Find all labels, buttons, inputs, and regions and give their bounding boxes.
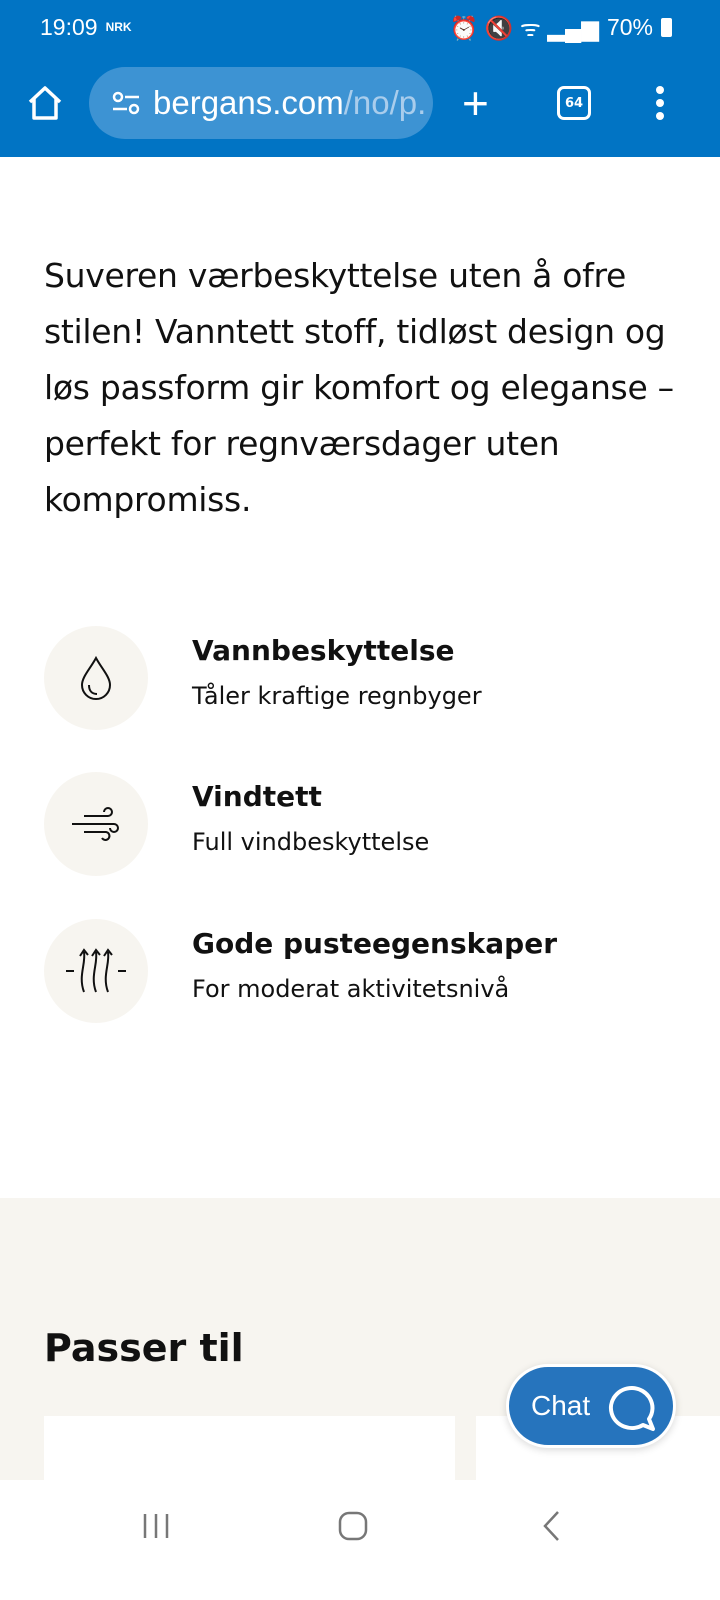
feature-item — [44, 626, 684, 730]
status-time: 19:09 — [40, 13, 98, 40]
chat-bubble-icon — [607, 1385, 657, 1433]
back-icon[interactable] — [538, 1508, 566, 1544]
product-card[interactable] — [44, 1416, 455, 1480]
section-title: Passer til — [44, 1326, 244, 1370]
nrk-notification-icon: NRK — [105, 20, 132, 34]
home-icon[interactable] — [26, 84, 64, 122]
battery-icon — [661, 18, 672, 37]
wind-icon — [44, 772, 148, 876]
url-host: bergans.com — [153, 84, 344, 121]
new-tab-icon[interactable]: + — [462, 77, 489, 129]
feature-title: Vannbeskyttelse — [192, 634, 455, 667]
chat-label: Chat — [531, 1390, 591, 1421]
feature-title: Gode pusteegenskaper — [192, 927, 557, 960]
water-drop-icon — [44, 626, 148, 730]
feature-subtitle: Full vindbeskyttelse — [192, 828, 430, 856]
feature-item — [44, 919, 684, 1023]
recent-apps-icon[interactable] — [140, 1508, 172, 1544]
menu-icon[interactable] — [656, 86, 666, 125]
feature-item — [44, 772, 684, 876]
home-nav-icon[interactable] — [336, 1508, 370, 1544]
feature-subtitle: Tåler kraftige regnbyger — [192, 682, 482, 710]
feature-subtitle: For moderat aktivitetsnivå — [192, 975, 510, 1003]
chat-button[interactable] — [506, 1364, 676, 1448]
battery-percent: 70% — [606, 13, 653, 40]
status-icons: ⏰ 🔇 ᯤ ▂▄▆ — [449, 15, 599, 41]
site-settings-icon[interactable] — [111, 90, 141, 116]
tab-switcher-button[interactable]: 64 — [557, 86, 591, 120]
system-nav-bar — [0, 1480, 720, 1600]
address-bar[interactable] — [89, 67, 433, 139]
feature-title: Vindtett — [192, 780, 322, 813]
status-bar — [40, 12, 672, 42]
product-description: Suveren værbeskyttelse uten å ofre stilen! Vanntett stoff, tidløst design og løs passform gir komfort og eleganse – perfekt for regnværsdager uten kompromiss. — [44, 256, 674, 519]
browser-top-bar — [0, 0, 720, 157]
url-path: /no/p. — [343, 84, 427, 121]
breathable-icon — [44, 919, 148, 1023]
